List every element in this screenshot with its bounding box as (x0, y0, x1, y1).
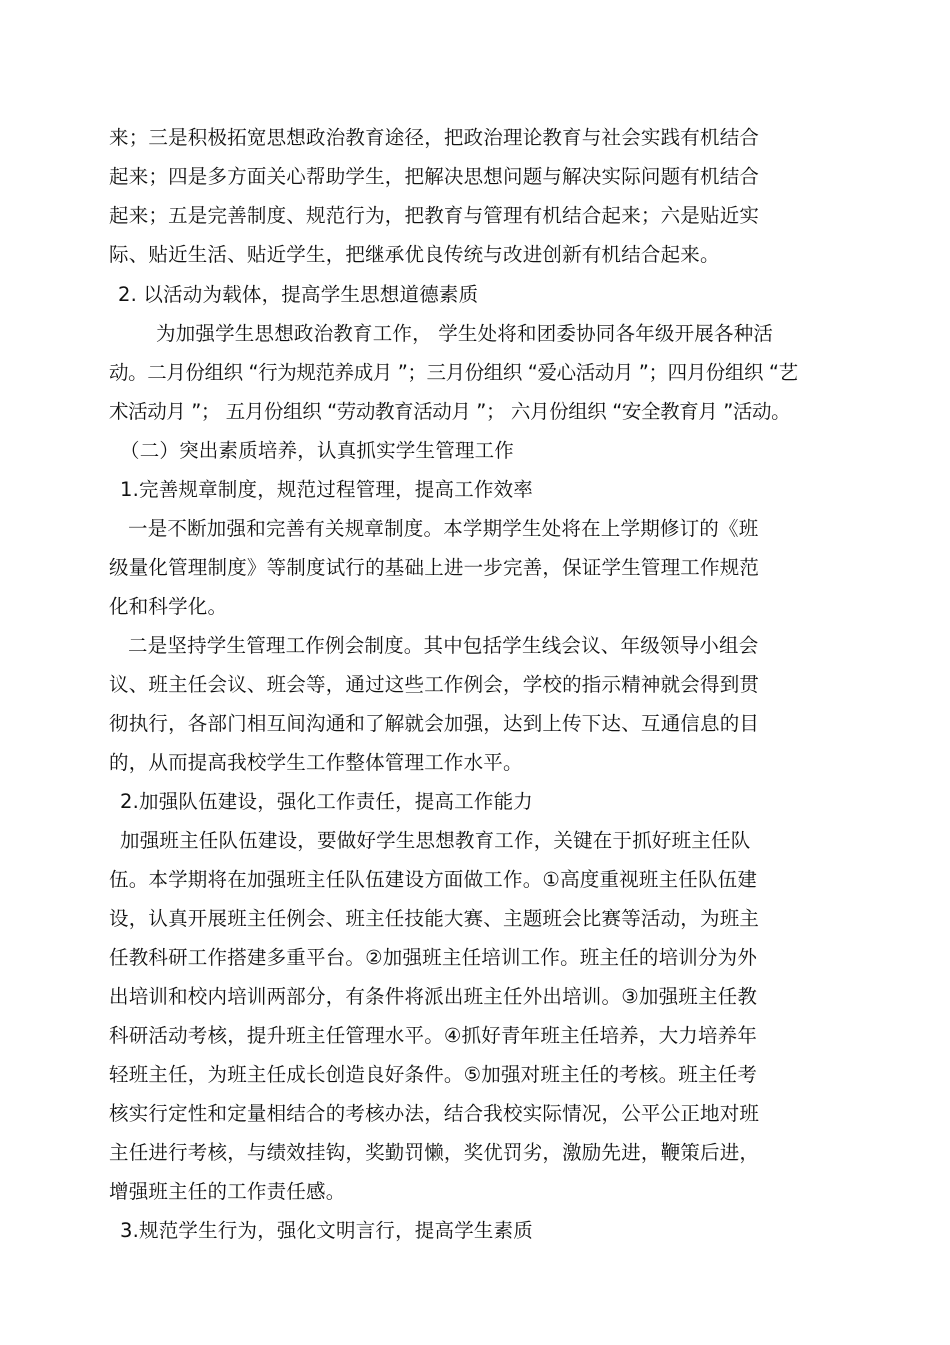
section-heading: （二）突出素质培养，认真抓实学生管理工作 (120, 439, 515, 462)
text-line: 来；三是积极拓宽思想政治教育途径，把政治理论教育与社会实践有机结合 (109, 126, 760, 149)
text-line: 术活动月 ”； 五月份组织 “劳动教育活动月 ”； 六月份组织 “安全教育月 ”活动。 (109, 400, 791, 423)
section-heading: 1.完善规章制度，规范过程管理，提高工作效率 (120, 478, 534, 501)
text-line: 增强班主任的工作责任感。 (109, 1180, 346, 1203)
text-line: 任教科研工作搭建多重平台。②加强班主任培训工作。班主任的培训分为外 (109, 946, 758, 969)
text-line: 出培训和校内培训两部分，有条件将派出班主任外出培训。③加强班主任教 (109, 985, 758, 1008)
text-line: 加强班主任队伍建设，要做好学生思想教育工作，关键在于抓好班主任队 (120, 829, 751, 852)
section-heading: 2.加强队伍建设，强化工作责任，提高工作能力 (120, 790, 534, 813)
text-line: 彻执行，各部门相互间沟通和了解就会加强，达到上传下达、互通信息的目 (109, 712, 760, 735)
text-line: 伍。本学期将在加强班主任队伍建设方面做工作。①高度重视班主任队伍建 (109, 868, 758, 891)
text-line: 主任进行考核，与绩效挂钩，奖勤罚懒，奖优罚劣，激励先进，鞭策后进， (109, 1141, 760, 1164)
text-line: 为加强学生思想政治教育工作， 学生处将和团委协同各年级开展各种活 (156, 322, 774, 345)
text-line: 议、班主任会议、班会等，通过这些工作例会，学校的指示精神就会得到贯 (109, 673, 760, 696)
text-line: 一是不断加强和完善有关规章制度。本学期学生处将在上学期修订的《班 (128, 517, 759, 540)
text-line: 的，从而提高我校学生工作整体管理工作水平。 (109, 751, 523, 774)
text-line: 动。二月份组织 “行为规范养成月 ”；三月份组织 “爱心活动月 ”；四月份组织 “艺 (109, 361, 798, 384)
text-line: 设，认真开展班主任例会、班主任技能大赛、主题班会比赛等活动，为班主 (109, 907, 760, 930)
text-line: 二是坚持学生管理工作例会制度。其中包括学生线会议、年级领导小组会 (128, 634, 759, 657)
text-line: 级量化管理制度》等制度试行的基础上进一步完善，保证学生管理工作规范 (109, 556, 760, 579)
text-line: 际、贴近生活、贴近学生，把继承优良传统与改进创新有机结合起来。 (109, 243, 720, 266)
text-line: 轻班主任，为班主任成长创造良好条件。⑤加强对班主任的考核。班主任考 (109, 1063, 758, 1086)
text-line: 起来；四是多方面关心帮助学生，把解决思想问题与解决实际问题有机结合 (109, 165, 760, 188)
text-line: 化和科学化。 (109, 595, 228, 618)
text-line: 科研活动考核，提升班主任管理水平。④抓好青年班主任培养，大力培养年 (109, 1024, 758, 1047)
section-heading: 3.规范学生行为，强化文明言行，提高学生素质 (120, 1219, 534, 1242)
section-heading: 2. 以活动为载体，提高学生思想道德素质 (118, 283, 479, 306)
text-line: 核实行定性和定量相结合的考核办法，结合我校实际情况，公平公正地对班 (109, 1102, 760, 1125)
text-line: 起来；五是完善制度、规范行为，把教育与管理有机结合起来；六是贴近实 (109, 204, 760, 227)
